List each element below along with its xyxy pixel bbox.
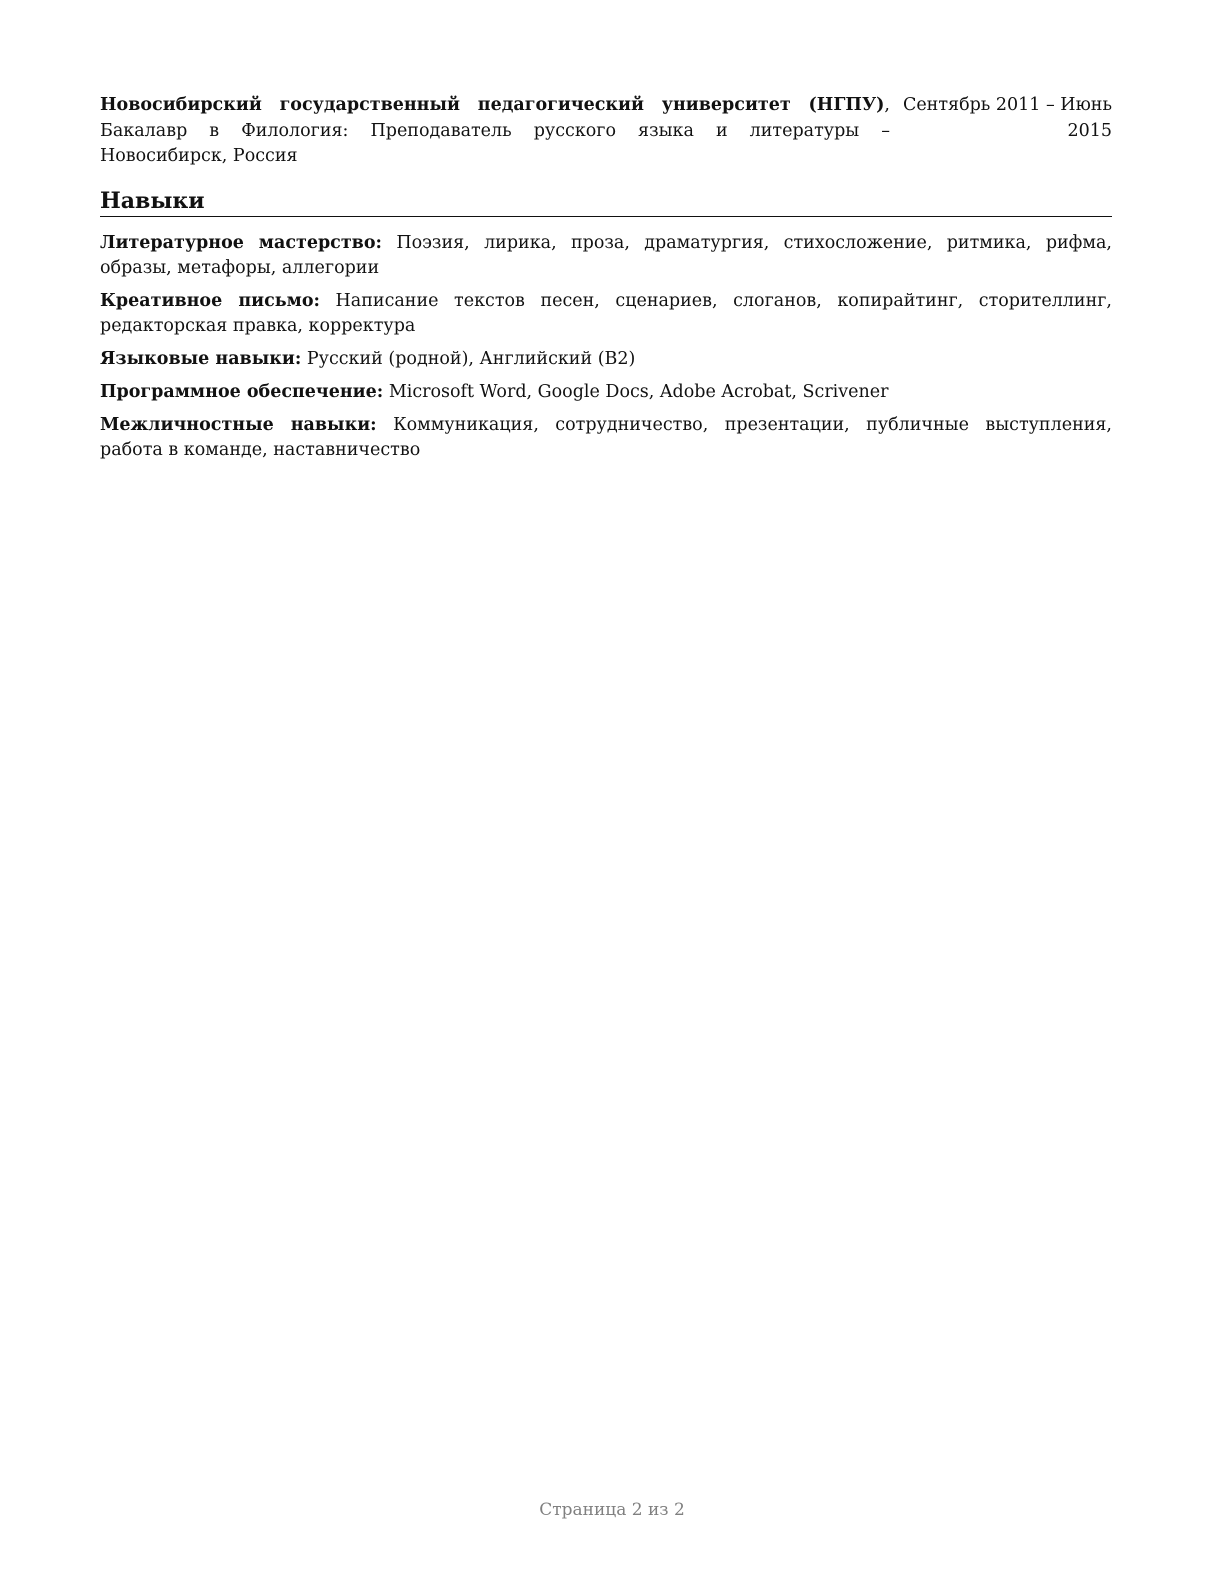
resume-page: [100, 93, 1112, 471]
skill-item-literary: [100, 231, 1112, 281]
skills-section-title: Навыки: [100, 188, 1112, 217]
skill-item-software: [100, 380, 1112, 405]
education-institution: Новосибирский государственный педагогический университет (НГПУ): [100, 95, 885, 115]
skill-label: Креативное письмо:: [100, 290, 320, 311]
skill-item-interpersonal: [100, 413, 1112, 463]
skill-label: Языковые навыки:: [100, 348, 302, 369]
education-details: , Бакалавр в Филология: Преподаватель русского языка и литературы – Новосибирск, Россия: [100, 95, 890, 166]
skill-value: Поэзия, лирика, проза, драматургия, стихосложение, ритмика, рифма, образы, метафоры, аллегории: [100, 232, 1112, 278]
page-number-footer: Страница 2 из 2: [539, 1500, 685, 1520]
skill-value: Русский (родной), Английский (B2): [301, 348, 636, 369]
skill-label: Программное обеспечение:: [100, 381, 384, 402]
education-entry: [100, 93, 1112, 170]
skills-list: [100, 231, 1112, 463]
skill-item-languages: [100, 347, 1112, 372]
skill-value: Microsoft Word, Google Docs, Adobe Acrobat, Scrivener: [383, 381, 889, 402]
education-main: [100, 93, 890, 170]
skill-value: Написание текстов песен, сценариев, слоганов, копирайтинг, сторителлинг, редакторская правка, корректура: [100, 290, 1112, 336]
skill-label: Межличностные навыки:: [100, 414, 377, 435]
skill-item-creative-writing: [100, 289, 1112, 339]
skill-value: Коммуникация, сотрудничество, презентации, публичные выступления, работа в команде, наставничество: [100, 414, 1112, 460]
education-dates: Сентябрь 2011 – Июнь 2015: [902, 95, 1112, 141]
skill-label: Литературное мастерство:: [100, 232, 382, 253]
